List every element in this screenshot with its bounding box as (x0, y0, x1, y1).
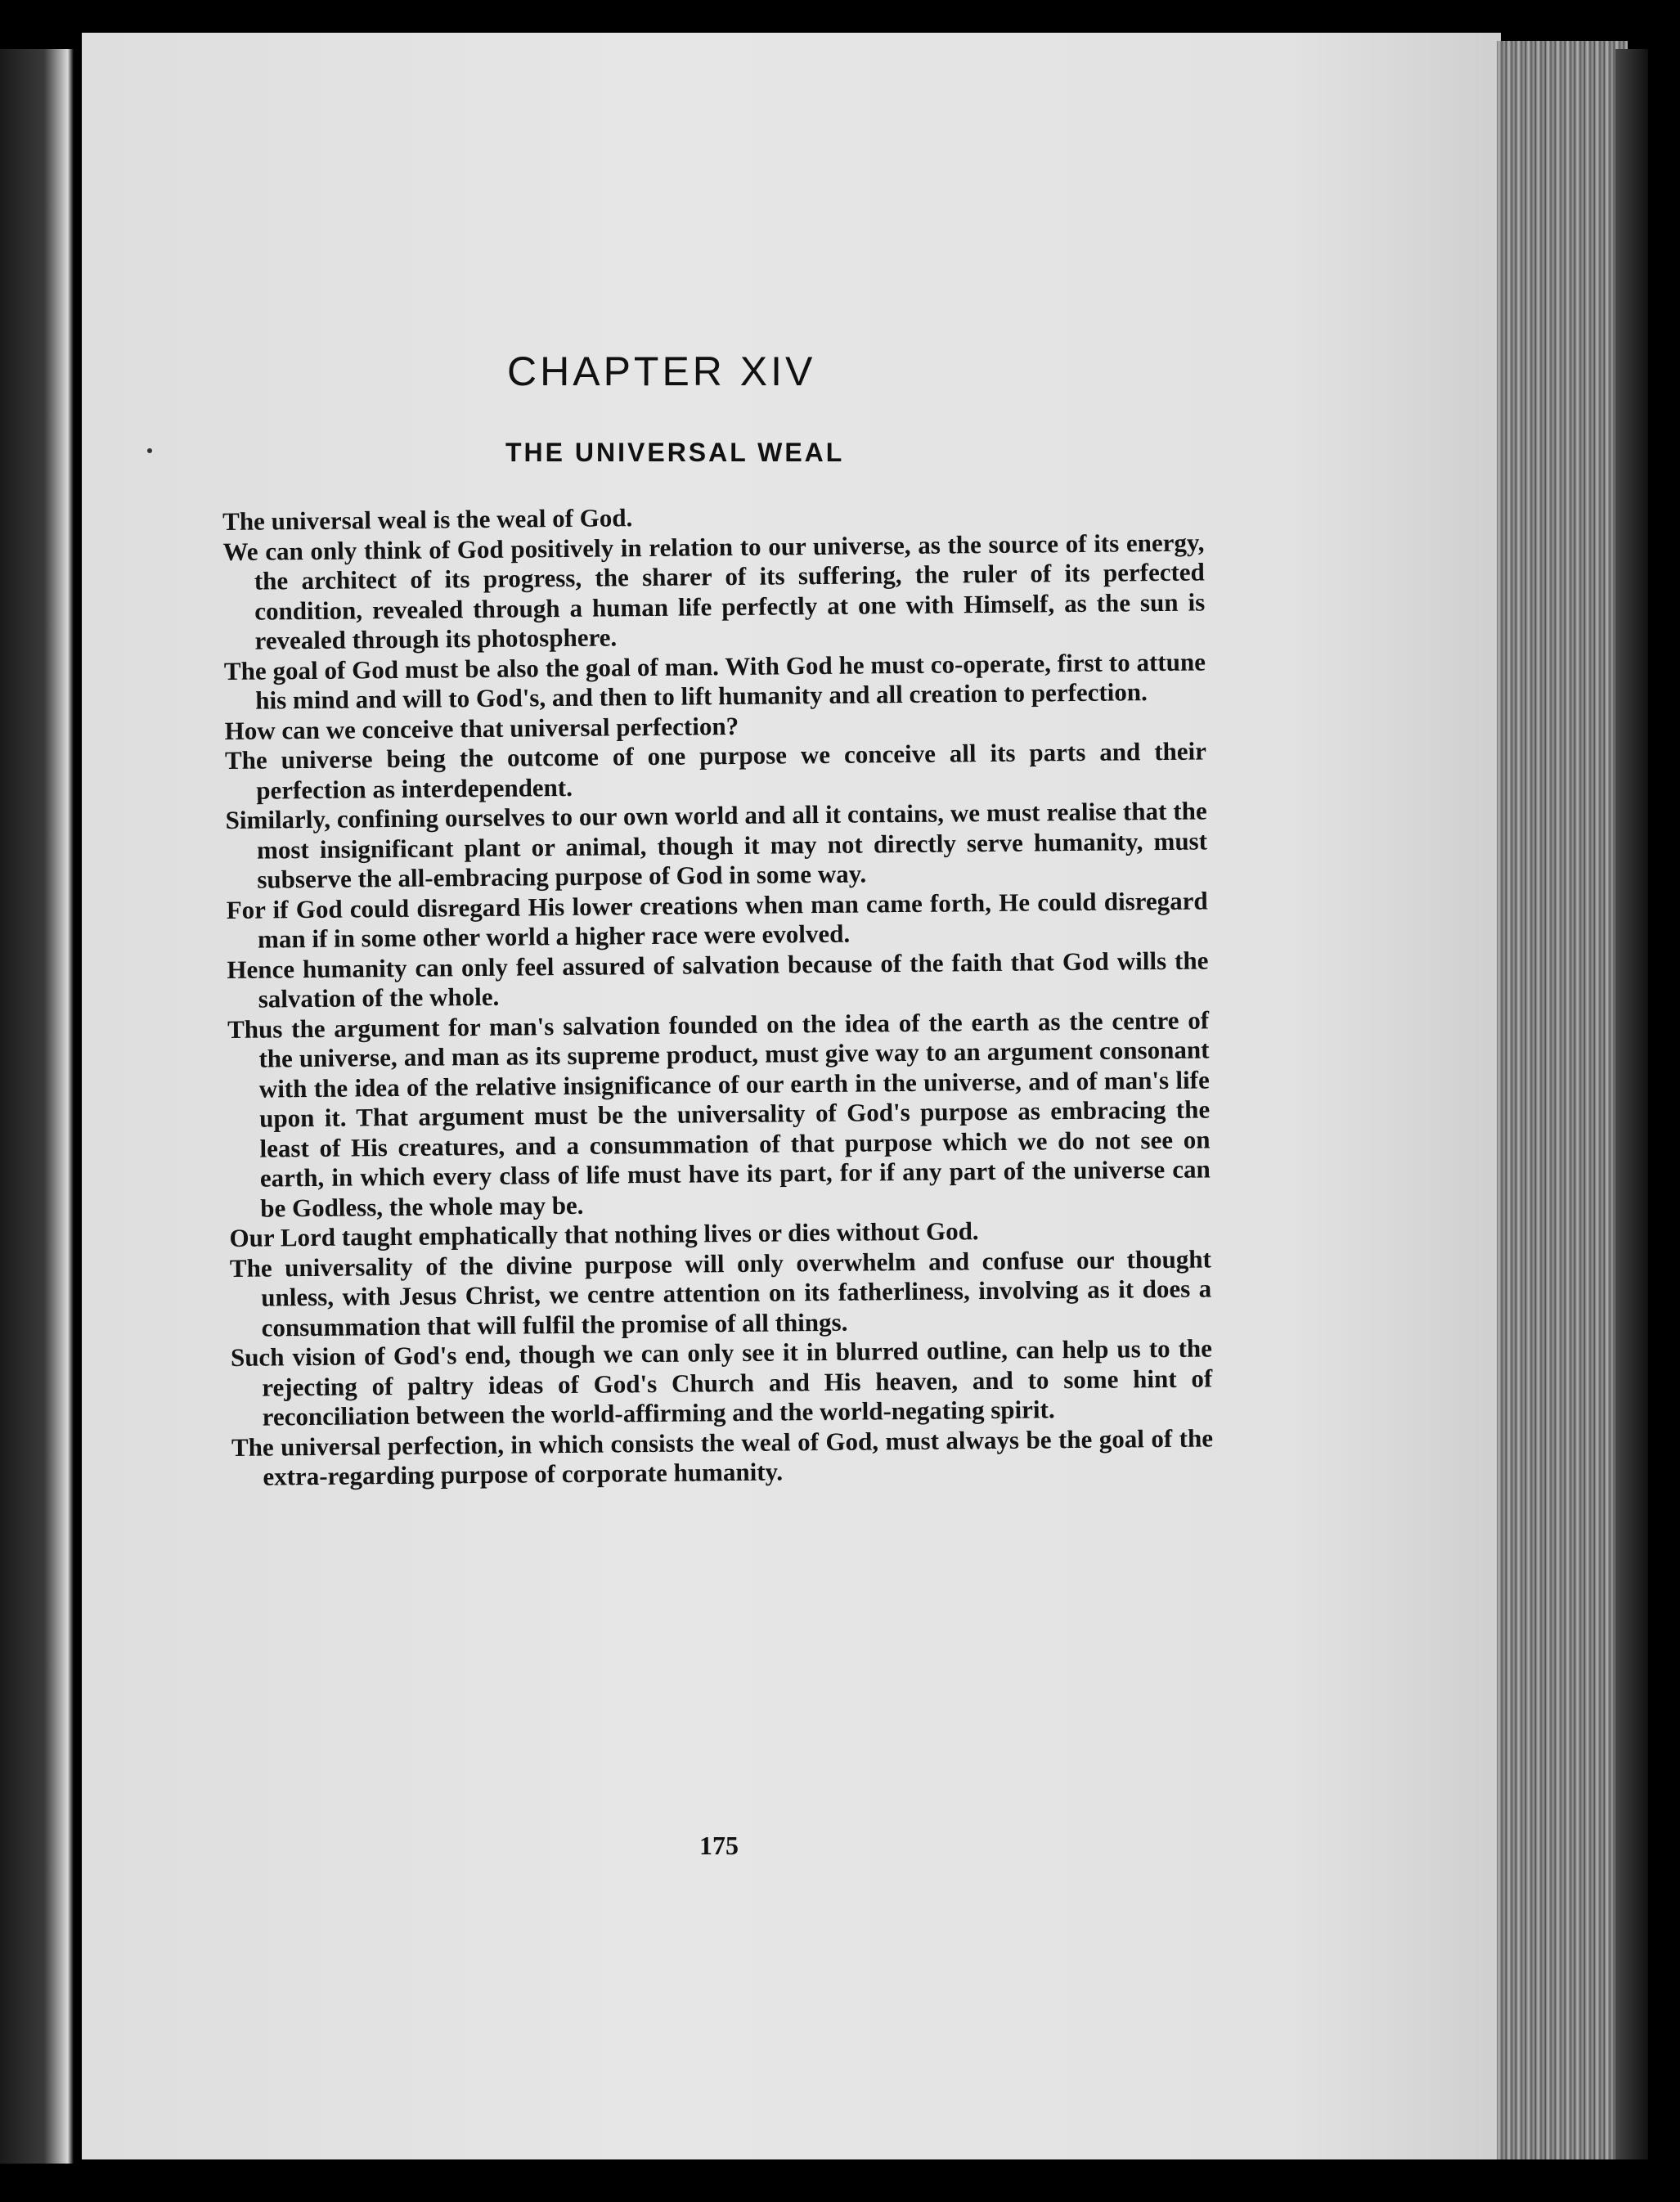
chapter-heading: CHAPTER XIV (507, 348, 816, 394)
paragraph: Similarly, confining ourselves to our own world and all it contains, we must realise that the most insignificant plant or animal, though it may not directly serve humanity, must subserve the all-embracing purpose of God in some way. (225, 796, 1208, 894)
paragraph: How can we conceive that universal perfection? (224, 711, 739, 745)
paragraph: The goal of God must be also the goal of man. With God he must co-operate, first to attune his mind and will to God's, and then to lift humanity and all creation to perfection. (223, 646, 1206, 715)
scan-speck (147, 448, 152, 453)
chapter-title: THE UNIVERSAL WEAL (505, 438, 845, 467)
paragraph: The universality of the divine purpose will only overwhelm and confuse our thought unless, with Jesus Christ, we centre attention on its fatherliness, involving as it does a consummation that will fulfil the promise of all things. (229, 1243, 1212, 1342)
paragraph: For if God could disregard His lower creations when man came forth, He could disregard man if in some other world a higher race were evolved. (226, 885, 1208, 954)
chapter-body (222, 497, 1214, 1492)
paragraph: Our Lord taught emphatically that nothing lives or dies without God. (229, 1216, 979, 1252)
paragraph: Hence humanity can only feel assured of salvation because of the faith that God wills the salvation of the whole. (227, 945, 1209, 1013)
page-number: 175 (699, 1831, 739, 1860)
paragraph: Thus the argument for man's salvation founded on the idea of the earth as the centre of the universe, and man as its supreme product, must give way to an argument consonant with the idea of the relative insignificance of our earth in the universe, and of man's life upon it. That argument must be the universality of God's purpose as embracing the least of His creatures, and a consummation of that purpose which we do not see on earth, in which every class of life must have its part, for if any part of the universe can be Godless, the whole may be. (227, 1004, 1211, 1223)
paragraph: We can only think of God positively in relation to our universe, as the source of its energy, the architect of its progress, the sharer of its suffering, the ruler of its perfected condition, revealed through a human life perfectly at one with Himself, as the sun is revealed through its photosphere. (222, 527, 1206, 655)
paragraph: The universe being the outcome of one purpose we conceive all its parts and their perfection as interdependent. (224, 736, 1207, 805)
paragraph: The universal perfection, in which consists the weal of God, must always be the goal of the extra-regarding purpose of corporate humanity. (231, 1422, 1214, 1491)
book-cover-edge (1615, 49, 1648, 2159)
paragraph: Such vision of God's end, though we can only see it in blurred outline, can help us to the rejecting of paltry ideas of God's Church and His heaven, and to some hint of reconciliation between the world-affirming and the world-negating spirit. (230, 1333, 1213, 1431)
left-page-edge (0, 49, 74, 2164)
page-fore-edge (1497, 41, 1628, 2159)
paragraph: The universal weal is the weal of God. (222, 503, 633, 536)
